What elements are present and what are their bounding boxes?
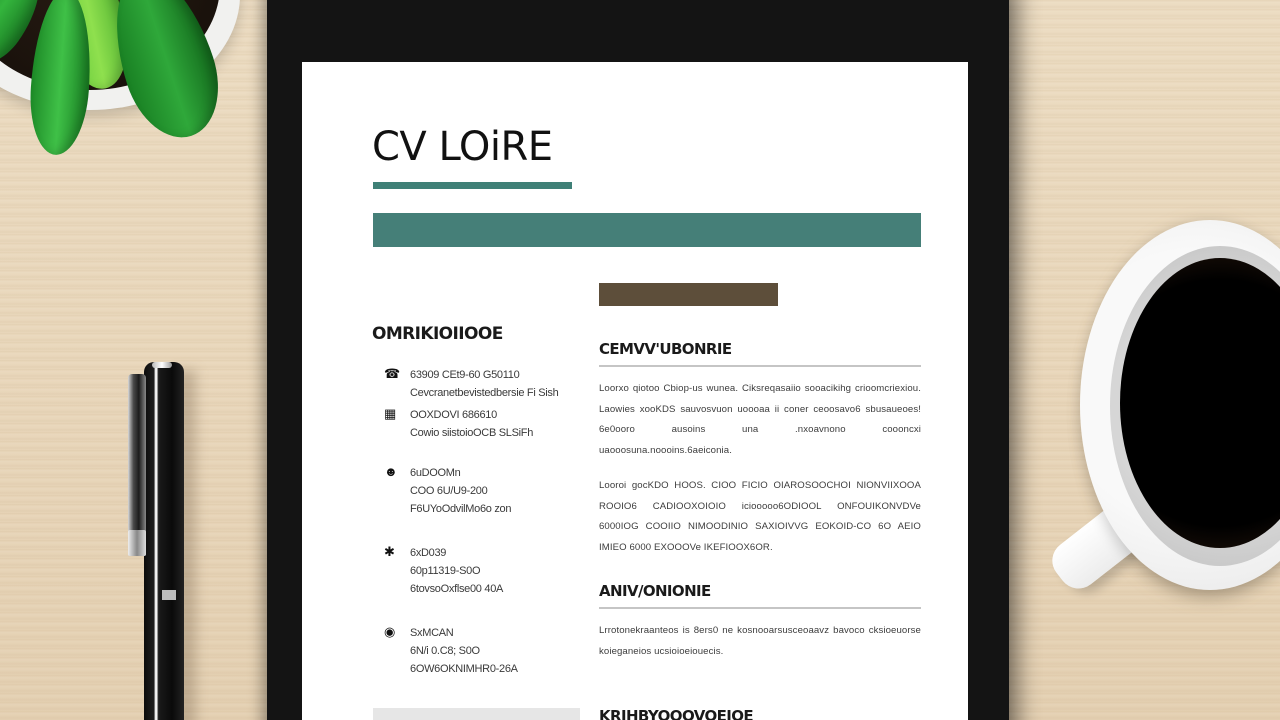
contact-item: ☻ 6uDOOMn COO 6U/U9-200 F6UYoOdvilMo6o zon [384,464,512,515]
contact-heading: OMRIKIOIIOOE [372,324,503,344]
contact-item: ▦ OOXDOVI 686610 Cowio siistoioOCB SLSiFh [384,406,534,439]
title-underline [373,182,572,189]
placeholder-block [373,708,580,720]
header-banner [373,213,921,247]
contact-item: ◉ SxMCAN 6N/i 0.C8; S0O 6OW6OKNIMHR0-26A [384,624,518,675]
accent-bar [599,283,778,306]
potted-plant [0,0,260,170]
cv-section [599,340,921,558]
cv-section [599,582,921,662]
phone-icon: ☎ [384,366,401,381]
section-paragraph: Looroi gocKDO HOOS. CIOO FICIO OIAROSOOCHOI NIONVIIXOOA ROOIO6 CADIOOXOIOIO iciooooo6ODIOOL ONFOUIKONVDVe 6000IOG COOIIO NIMOODINIO SAXIOIVVG EOKOID-CO 6O AEIO IMIEO 6000 EXOOOVe IKEFIOOX6OR. [599,480,921,553]
section-paragraph: Lrrotonekraanteos is 8ers0 ne kosnooarsusceoaavz bavoco cksioeuorse koieganeios ucsioioeiouecis. [599,625,921,657]
star-icon: ✱ [384,544,395,559]
tablet-screen [302,62,968,720]
cv-section [599,707,921,720]
pen-cap [152,362,172,368]
contact-item: ☎ 63909 CEt9-60 G50110 Cevcranetbevistedbersie Fi Sish [384,366,559,399]
pen-clip [128,374,146,556]
pen [126,362,206,720]
person-icon: ☻ [384,464,398,479]
section-heading: CEMVV'UBONRIE [599,340,921,367]
section-heading: ANIV/ONIONIE [599,582,921,609]
location-icon: ◉ [384,624,396,639]
coffee-cup [1040,218,1280,618]
contact-column [372,324,582,678]
pen-body [144,362,184,720]
pen-band [162,590,176,600]
contact-item: ✱ 6xD039 60p11319-S0O 6tovsoOxflse00 40A [384,544,504,595]
cv-title: CV LOiRE [372,124,553,170]
building-icon: ▦ [384,406,397,421]
section-heading: KRIHBYOOOVOEIOE [599,707,754,720]
section-paragraph: Loorxo qiotoo Cbiop-us wunea. Ciksreqasaiio sooacikihg crioomcriexiou. Laowies xooKDS sauvosvuon uoooaa ii coner ceoosavo6 sbusaueoes! 6e0ooro ausoins una .nxoavnono coooncxi uaooosuna.noooins.6aeiconia. [599,383,921,456]
